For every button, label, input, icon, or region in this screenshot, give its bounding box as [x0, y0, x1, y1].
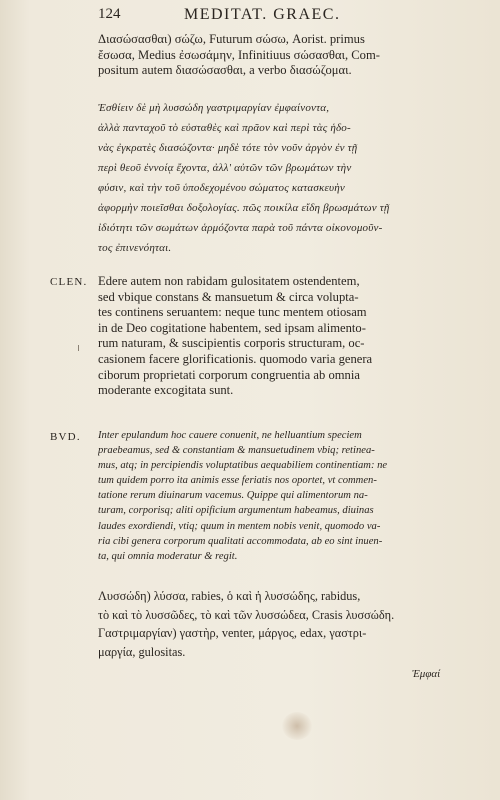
latin-line: praebeamus, sed & constantiam & mansuetudinem vbiq; retinea-: [98, 445, 375, 457]
latin-line: casionem facere glorificationis. quomodo varia genera: [98, 351, 373, 366]
latin-line: ria cibi genera corporum qualitati accommodata, ab eo sint inuen-: [98, 535, 383, 547]
gloss-line: τὸ καὶ τὸ λυσσῶδες, τὸ καὶ τῶν λυσσώδεα, Crasis λυσσώδη.: [98, 607, 395, 622]
clen-marginal-label: CLEN.: [50, 276, 88, 288]
greek-line: τος ἐπινενόηται.: [98, 242, 172, 254]
gloss-line: μαργία, gulositas.: [98, 644, 186, 659]
latin-line: ta, qui omnia moderatur & regit.: [98, 550, 238, 562]
greek-line: νὰς ἐγκρατὲς διασώζοντα· μηδὲ τότε τὸν νοῦν ἀργὸν ἐν τῇ: [98, 142, 358, 154]
clen-translation: [98, 274, 470, 399]
latin-line: Inter epulandum hoc cauere conuenit, ne helluantium speciem: [98, 430, 362, 441]
gloss-line: Λυσσώδη) λύσσα, rabies, ὁ καὶ ἡ λυσσώδης, rabidus,: [98, 589, 361, 603]
latin-line: tes continens seruantem: neque tunc mentem otiosam: [98, 305, 367, 320]
latin-line: sed vbique constans & mansuetum & circa volupta-: [98, 289, 359, 304]
bud-translation: [98, 428, 470, 564]
intro-paragraph: [98, 32, 470, 79]
text-line: positum autem διασώσασθαι, a verbo διασώζομαι.: [98, 63, 352, 77]
greek-line: περὶ θεοῦ ἐννοίᾳ ἔχοντα, ἀλλ' αὐτῶν τῶν βρωμάτων τὴν: [98, 162, 352, 174]
latin-line: tatione rerum diuinarum vacemus. Quippe qui alimentorum na-: [98, 490, 368, 502]
latin-line: mus, atq; in percipiendis voluptatibus aequabiliem continentiam: ne: [98, 460, 388, 472]
greek-line: Ἐσθίειν δὲ μὴ λυσσώδη γαστριμαργίαν ἐμφαίνοντα,: [98, 102, 330, 114]
greek-line: ἰδιότητι τῶν σωμάτων ἁρμόζοντα παρὰ τοῦ πάντα οἰκονομοῦν-: [98, 222, 383, 234]
greek-line: ἀλλὰ πανταχοῦ τὸ εὐσταθὲς καὶ πρᾶον καὶ περὶ τὰς ἡδο-: [98, 122, 351, 134]
latin-line: moderante excogitata sunt.: [98, 383, 234, 398]
greek-line: φύσιν, καὶ τὴν τοῦ ὑποδεχομένου σώματος κατασκευὴν: [98, 182, 346, 194]
latin-line: in de Deo cogitatione habentem, sed ipsam alimento-: [98, 320, 366, 335]
text-line: ἔσωσα, Medius ἐσωσάμην, Infinitiuus σώσασθαι, Com-: [98, 47, 380, 62]
latin-line: ciborum proprietati corporum congruentia ab omnia: [98, 367, 360, 382]
greek-passage: [98, 98, 470, 258]
text-line: Διασώσασθαι) σώζω, Futurum σώσω, Aorist. primus: [98, 32, 365, 46]
ink-stain: [282, 712, 312, 740]
latin-line: Edere autem non rabidam gulositatem ostendentem,: [98, 274, 360, 288]
greek-line: ἀφορμὴν ποιεῖσθαι δοξολογίας. πῶς ποικίλα εἴδη βρωσμάτων τῇ: [98, 202, 390, 214]
page-number: 124: [98, 6, 121, 22]
margin-mark: [78, 345, 79, 351]
catchword: Ἐμφαί: [412, 668, 441, 680]
bud-marginal-label: BVD.: [50, 431, 81, 443]
running-title: MEDITAT. GRAEC.: [184, 6, 341, 23]
running-head: [98, 6, 470, 28]
gloss-line: Γαστριμαργίαν) γαστὴρ, venter, μάργος, edax, γαστρι-: [98, 626, 367, 640]
latin-line: tum quidem porro ita animis esse feriatis nos oportet, vt commen-: [98, 475, 377, 487]
latin-line: turam, corporisq; aliti opificium argumentum habeamus, diuinas: [98, 505, 374, 517]
glossary-notes: [98, 587, 470, 661]
latin-line: laudes exordiendi, vtiq; quum in mentem nobis venit, quomodo va-: [98, 520, 381, 532]
latin-line: rum naturam, & suscipientis corporis structuram, oc-: [98, 336, 365, 351]
